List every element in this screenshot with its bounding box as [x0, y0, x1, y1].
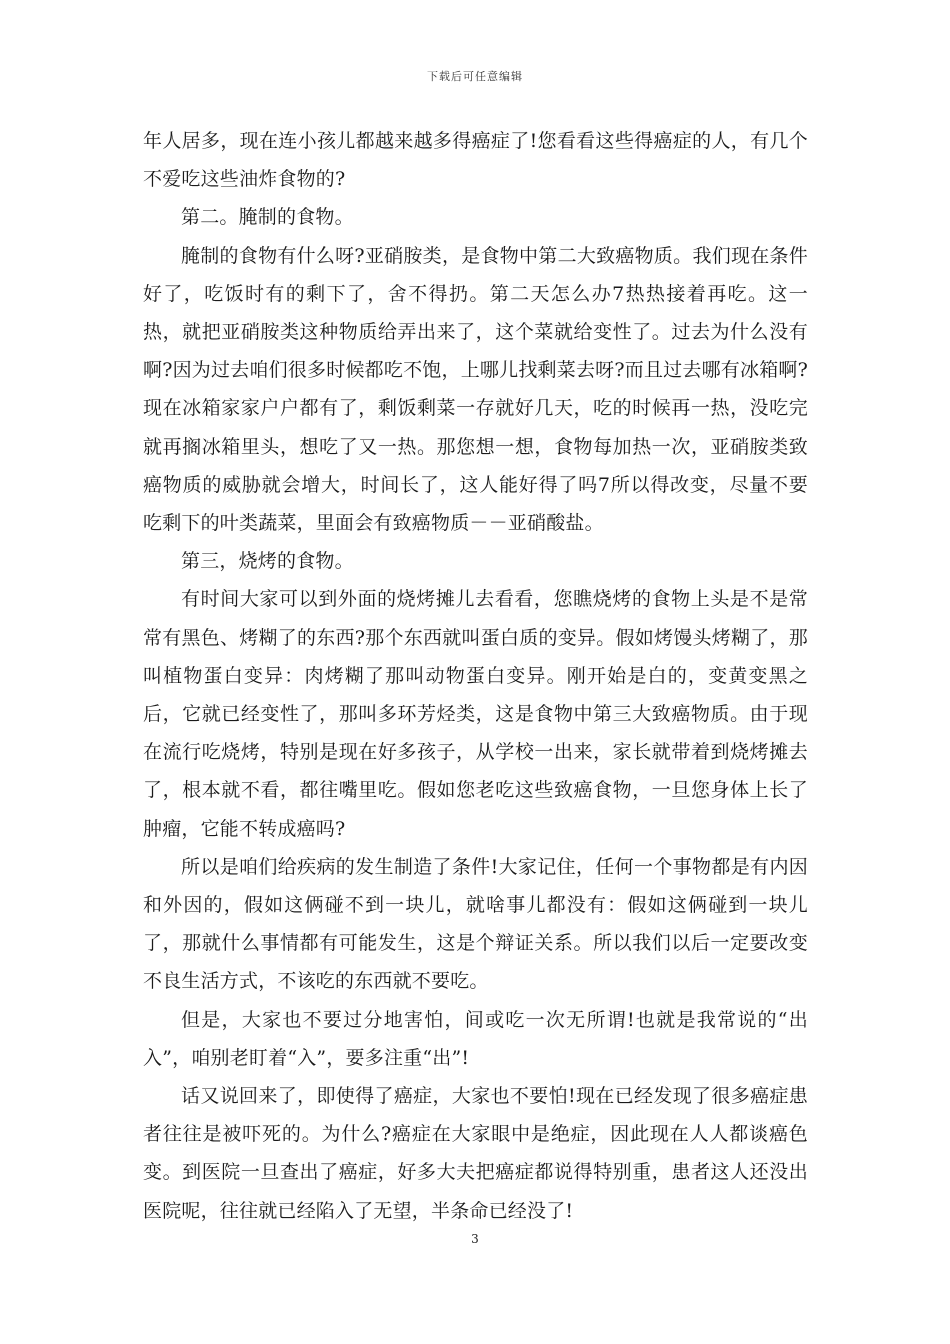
- paragraph-dont-fear: 话又说回来了，即使得了癌症，大家也不要怕!现在已经发现了很多癌症患者往往是被吓死的。为什么?癌症在大家眼中是绝症，因此现在人人都谈癌色变。到医院一旦查出了癌症，好多大夫把癌症都说得特别重，患者这人还没出医院呢，往往就已经陷入了无望，半条命已经没了!: [143, 1085, 808, 1222]
- section-heading-pickled-food: 第二。腌制的食物。: [181, 206, 354, 229]
- paragraph-pickled-food: 腌制的食物有什么呀?亚硝胺类，是食物中第二大致癌物质。我们现在条件好了，吃饭时有的剩下了，舍不得扔。第二天怎么办7热热接着再吃。这一热，就把亚硝胺类这种物质给弄出来了，这个菜就给变性了。过去为什么没有啊?因为过去咱们很多时候都吃不饱，上哪儿找剩菜去呀?而且过去哪有冰箱啊?现在冰箱家家户户都有了，剩饭剩菜一存就好几天，吃的时候再一热，没吃完就再搁冰箱里头，想吃了又一热。那您想一想，食物每加热一次，亚硝胺类致癌物质的威胁就会增大，时间长了，这人能好得了吗7所以得改变，尽量不要吃剩下的叶类蔬菜，里面会有致癌物质－－亚硝酸盐。: [143, 244, 808, 535]
- body-text: [143, 122, 808, 1230]
- section-heading-grilled-food: 第三，烧烤的食物。: [181, 550, 354, 573]
- paragraph-grilled-food: 有时间大家可以到外面的烧烤摊儿去看看，您瞧烧烤的食物上头是不是常常有黑色、烤糊了的东西?那个东西就叫蛋白质的变异。假如烤馒头烤糊了，那叫植物蛋白变异：肉烤糊了那叫动物蛋白变异。刚开始是白的，变黄变黑之后，它就已经变性了，那叫多环芳烃类，这是食物中第三大致癌物质。由于现在流行吃烧烤，特别是现在好多孩子，从学校一出来，家长就带着到烧烤摊去了，根本就不看，都往嘴里吃。假如您老吃这些致癌食物，一旦您身体上长了肿瘤，它能不转成癌吗?: [143, 588, 808, 840]
- paragraph-conditions: 所以是咱们给疾病的发生制造了条件!大家记住，任何一个事物都是有内因和外因的，假如这俩碰不到一块儿，就啥事儿都没有：假如这俩碰到一块儿了，那就什么事情都有可能发生，这是个辩证关系。所以我们以后一定要改变不良生活方式，不该吃的东西就不要吃。: [143, 855, 808, 993]
- page-number: 3: [471, 1232, 479, 1246]
- page-header: 下载后可任意编辑: [427, 70, 523, 83]
- paragraph-continuation: 年人居多，现在连小孩儿都越来越多得癌症了!您看看这些得癌症的人，有几个不爱吃这些油炸食物的?: [143, 130, 808, 191]
- paragraph-moderation: 但是，大家也不要过分地害怕，间或吃一次无所谓!也就是我常说的“出入”，咱别老盯着“入”，要多注重“出”!: [143, 1008, 808, 1069]
